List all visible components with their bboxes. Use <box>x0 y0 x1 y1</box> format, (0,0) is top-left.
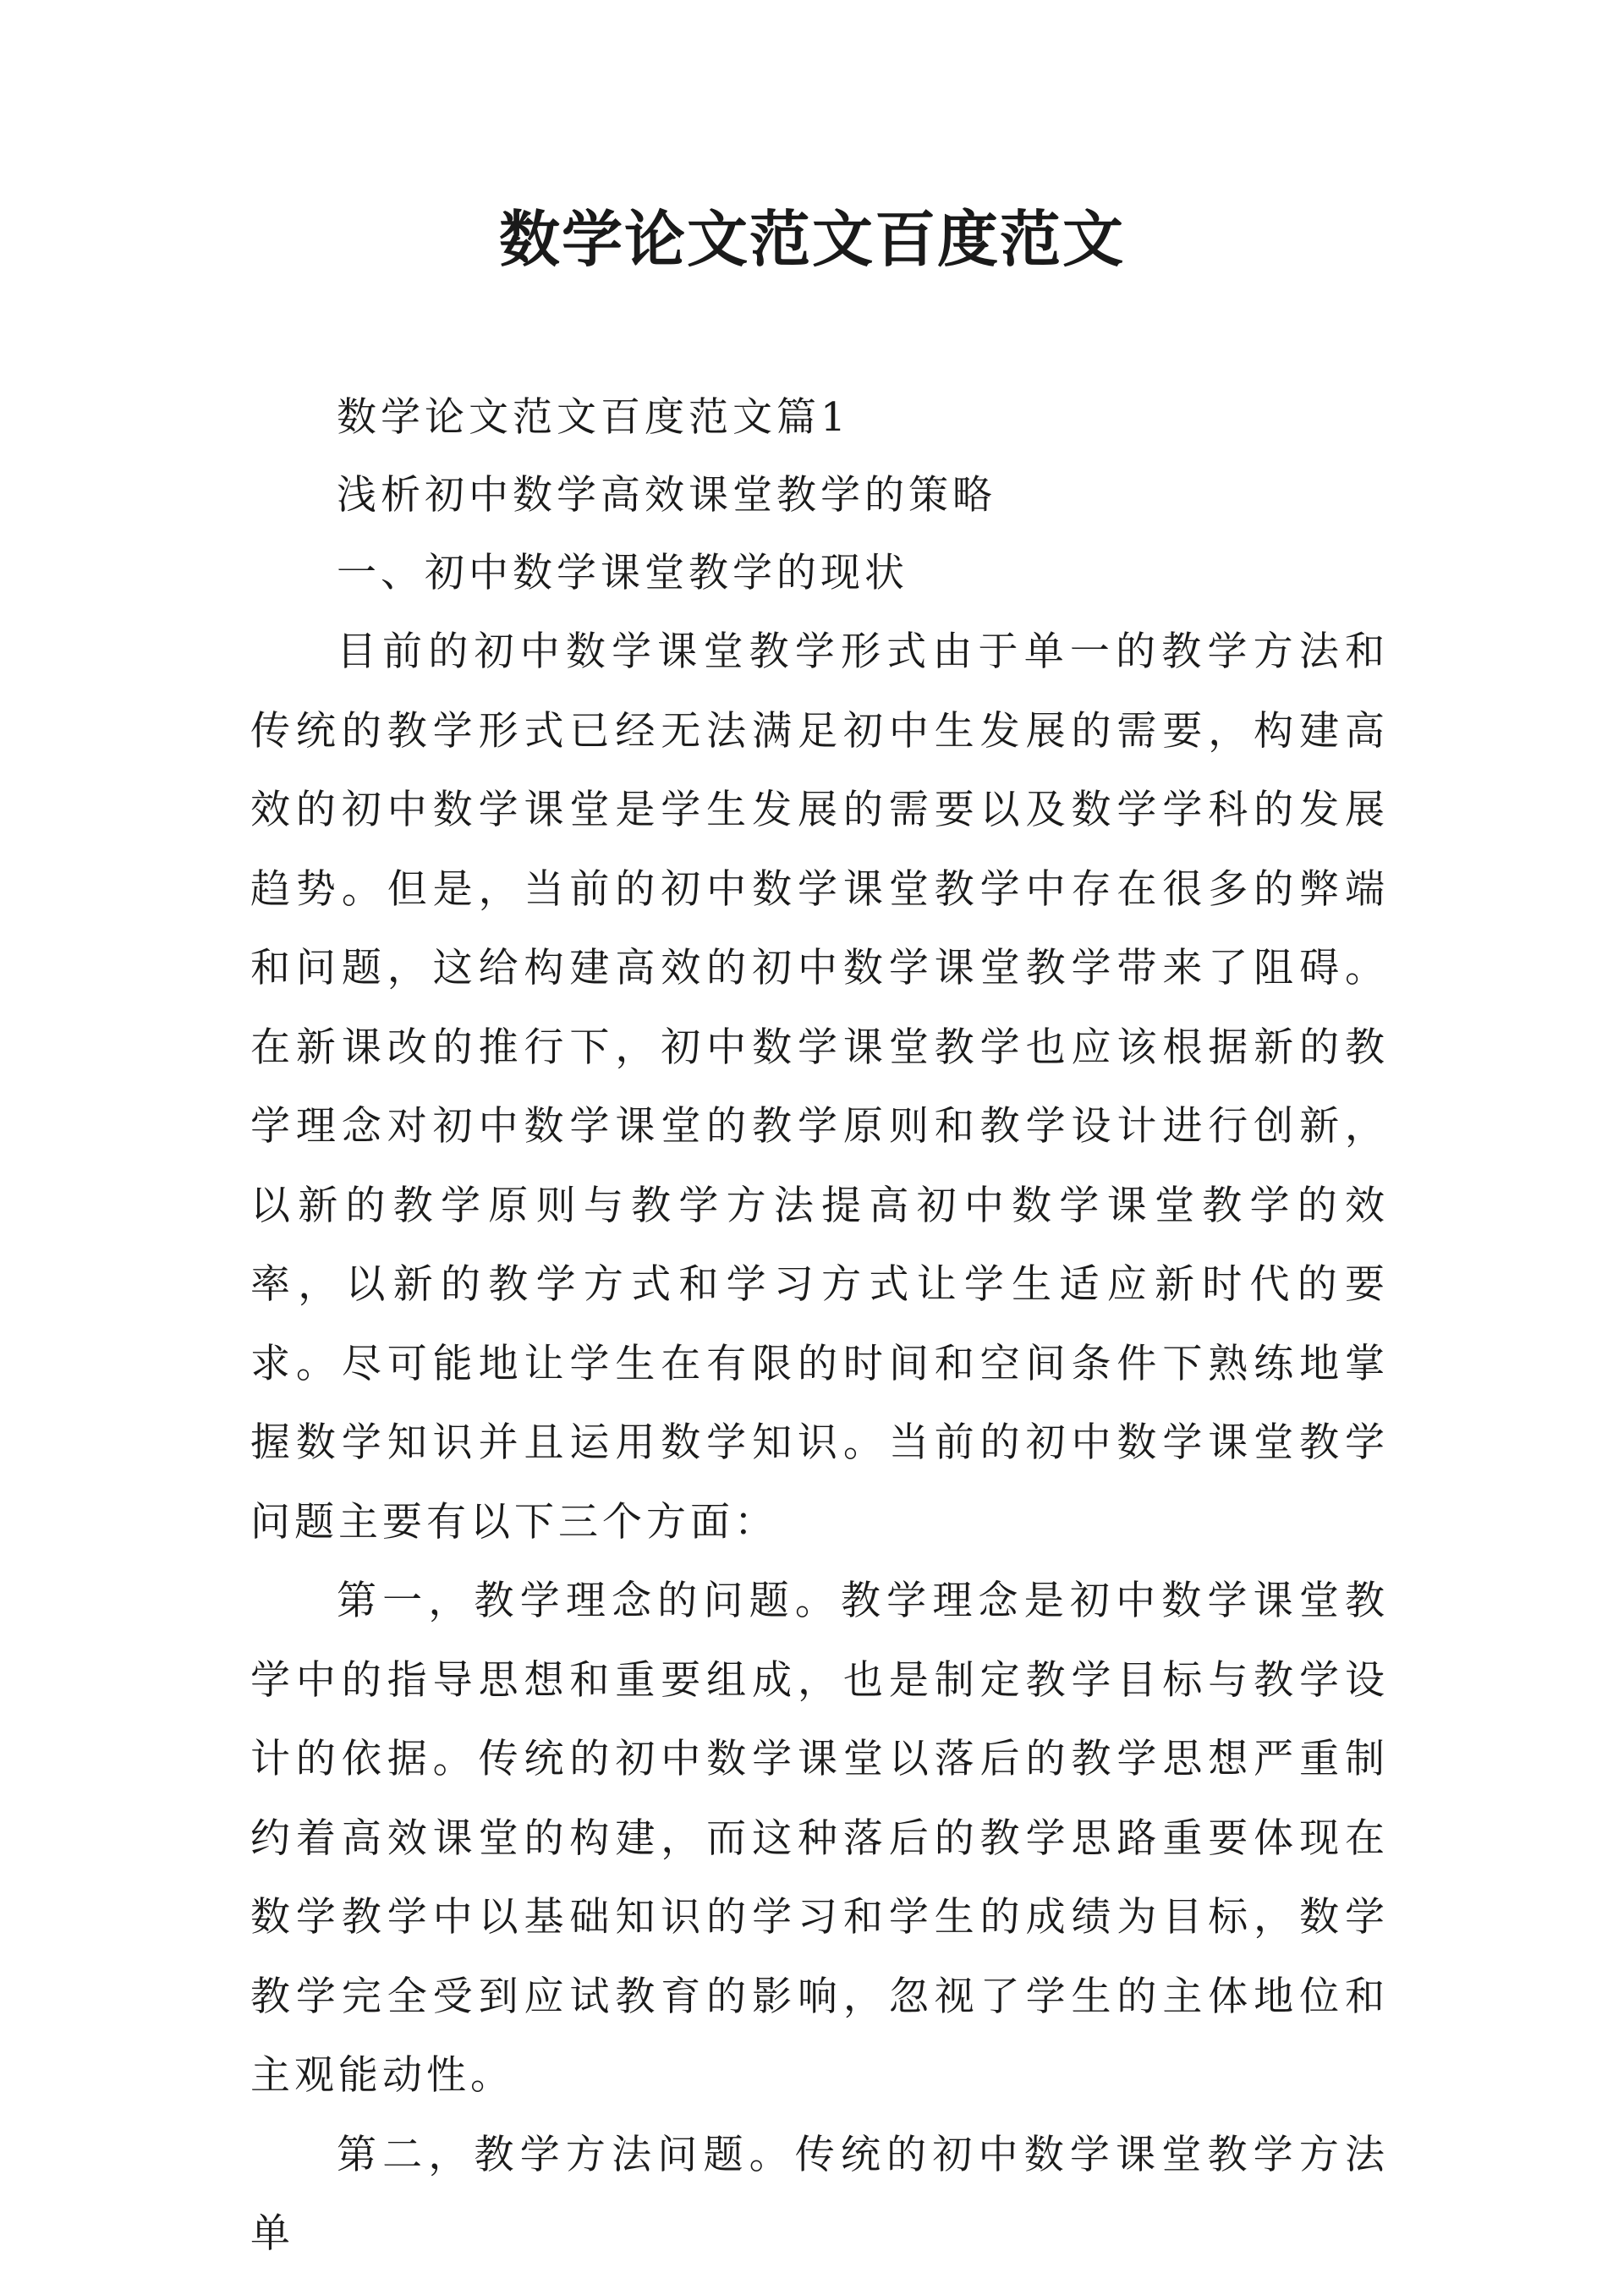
section-title: 数学论文范文百度范文篇1 <box>337 394 850 441</box>
paragraph: 目前的初中数学课堂教学形式由于单一的教学方法和传统的教学形式已经无法满足初中生发展的需要，构建高效的初中数学课堂是学生发展的需要以及数学学科的发展趋势。但是，当前的初中数学课堂教学中存在很多的弊端和问题，这给构建高效的初中数学课堂教学带来了阻碍。在新课改的推行下，初中数学课堂教学也应该根据新的教学理念对初中数学课堂的教学原则和教学设计进行创新，以新的教学原则与教学方法提高初中数学课堂教学的效率，以新的教学方式和学习方式让学生适应新时代的要求。尽可能地让学生在有限的时间和空间条件下熟练地掌握数学知识并且运用数学知识。当前的初中数学课堂教学问题主要有以下三个方面： <box>250 629 1389 1546</box>
document-body <box>250 379 1389 2274</box>
subheading: 一、初中数学课堂教学的现状 <box>337 550 908 596</box>
document-title: 数学论文范文百度范文 <box>498 204 1125 275</box>
article-title: 浅析初中数学高效课堂教学的策略 <box>337 472 996 519</box>
paragraph: 第一，教学理念的问题。教学理念是初中数学课堂教学中的指导思想和重要组成，也是制定教学目标与教学设计的依据。传统的初中数学课堂以落后的教学思想严重制约着高效课堂的构建，而这种落后的教学思路重要体现在数学教学中以基础知识的学习和学生的成绩为目标，数学教学完全受到应试教育的影响，忽视了学生的主体地位和主观能动性。 <box>250 1578 1389 2099</box>
paragraph: 第二，教学方法问题。传统的初中数学课堂教学方法单 <box>250 2131 1389 2257</box>
